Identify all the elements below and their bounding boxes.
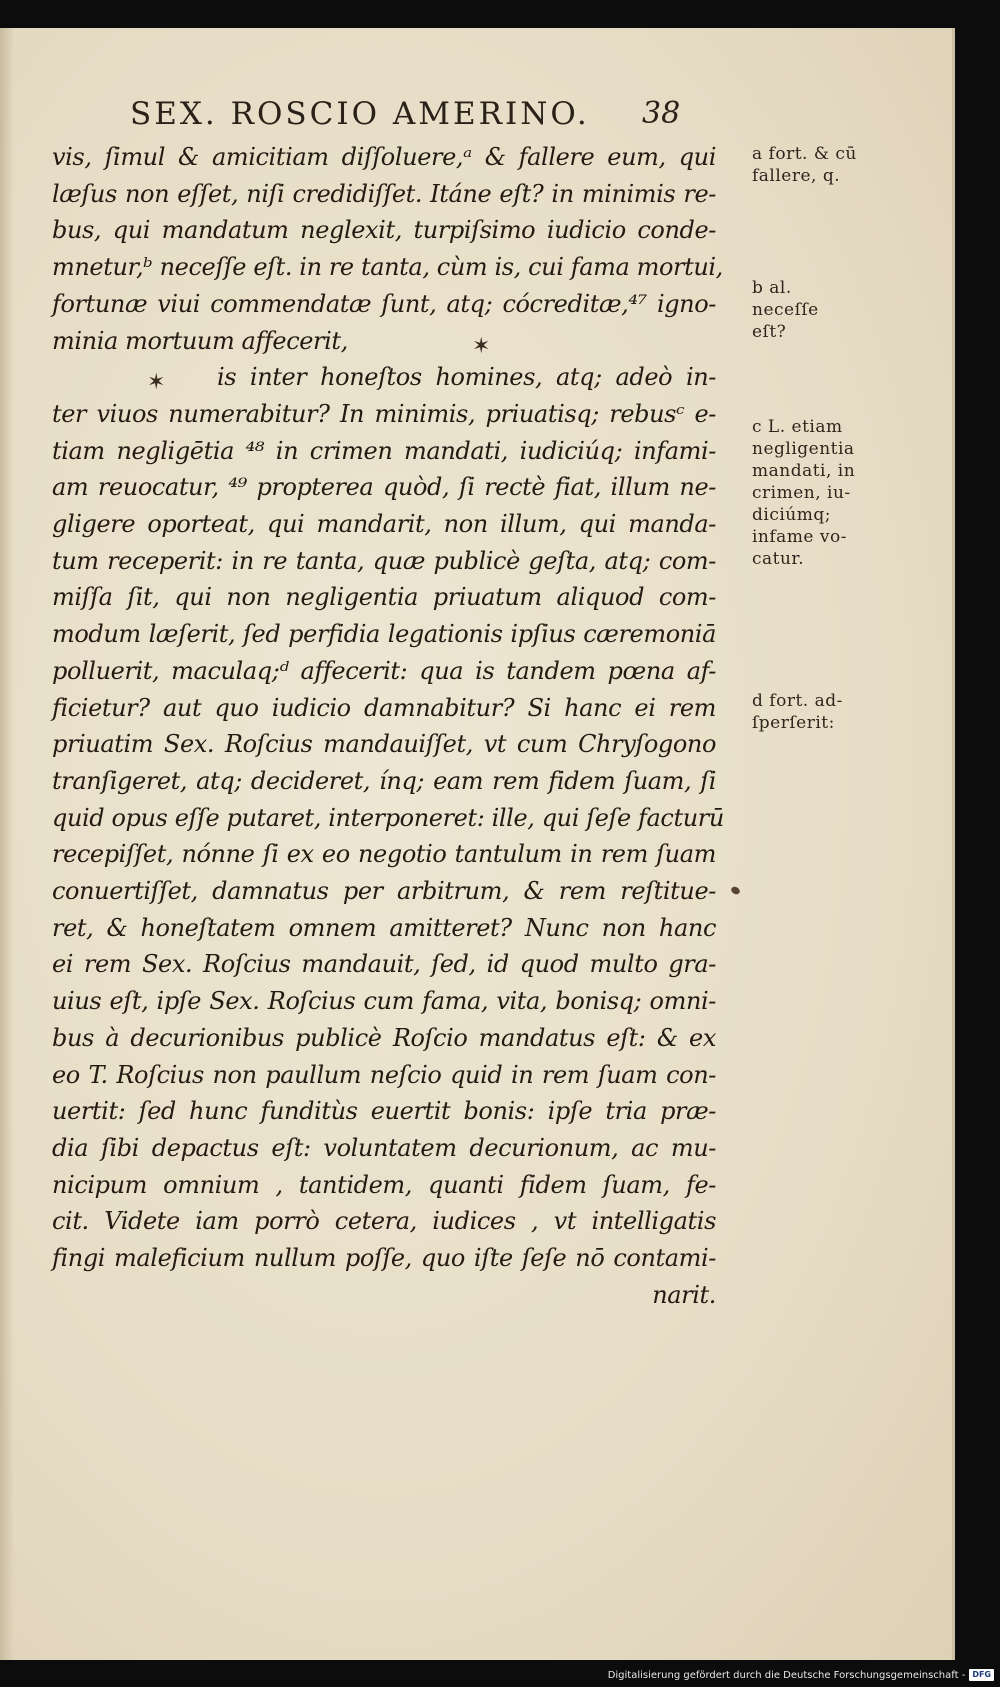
text-line: minia mortuum affecerit, <box>52 326 348 355</box>
text-line: conuertiſſet, damnatus per arbitrum, & rem reſtitue- <box>52 877 716 906</box>
text-line: tiam negligētia ⁴⁸ in crimen mandati, iudiciúq; infami- <box>52 436 716 465</box>
text-line: cit. Videte iam porrò cetera, iudices , vt intelligatis <box>52 1207 716 1236</box>
text-line: tum receperit: in re tanta, quæ publicè geſta, atq; com- <box>52 546 716 575</box>
text-line: is inter honeſtos homines, atq; adeò in- <box>217 363 716 392</box>
text-line: ret, & honeſtatem omnem amitteret? Nunc non hanc <box>52 913 716 942</box>
lacuna-asterisk: ✶ <box>472 334 491 359</box>
margin-note-a: a fort. & cū fallere, q. <box>752 144 857 186</box>
text-line: bus, qui mandatum neglexit, turpiſsimo iudicio conde- <box>52 216 716 245</box>
dfg-logo: DFG <box>969 1669 994 1681</box>
text-line: uius eſt, ipſe Sex. Roſcius cum fama, vita, bonisq; omni- <box>52 987 716 1016</box>
credit-text: Digitalisierung gefördert durch die Deutsche Forschungsgemeinschaft - <box>607 1669 966 1681</box>
text-line: dia ſibi depactus eſt: voluntatem decurionum, ac mu- <box>52 1133 716 1162</box>
text-line: gligere oporteat, qui mandarit, non illum, qui manda- <box>52 510 716 539</box>
text-line: ei rem Sex. Roſcius mandauit, ſed, id quod multo gra- <box>52 950 716 979</box>
text-line: nicipum omnium , tantidem, quanti fidem ſuam, fe- <box>52 1170 716 1199</box>
text-line: uertit: ſed hunc funditùs euertit bonis: ipſe tria præ- <box>52 1097 716 1126</box>
text-line: eo T. Roſcius non paullum neſcio quid in rem ſuam con- <box>52 1060 716 1089</box>
text-line: am reuocatur, ⁴⁹ propterea quòd, ſi rectè fiat, illum ne- <box>52 473 716 502</box>
margin-note-b: b al. neceſſe eſt? <box>752 278 819 342</box>
text-line: ficietur? aut quo iudicio damnabitur? Si hanc ei rem <box>52 693 716 722</box>
text-line: miſſa ſit, qui non negligentia priuatum aliquod com- <box>52 583 716 612</box>
digitization-credit <box>608 1669 994 1681</box>
text-line: tranſigeret, atq; decideret, ínq; eam rem fidem ſuam, ſi <box>52 766 716 795</box>
page-number: 38 <box>642 96 681 131</box>
text-line: bus à decurionibus publicè Roſcio mandatus eſt: & ex <box>52 1023 716 1052</box>
margin-note-c: c L. etiam negligentia mandati, in crimen, iu- diciúmq; infame vo- catur. <box>752 417 856 569</box>
text-line: modum læſerit, ſed perfidia legationis ipſius cæremoniā <box>52 620 716 649</box>
text-line: fortunæ viui commendatæ ſunt, atq; cócreditæ,⁴⁷ igno- <box>52 289 716 318</box>
text-line-catchword: narit. <box>652 1280 716 1309</box>
text-line: priuatim Sex. Roſcius mandauiſſet, vt cum Chryſogono <box>52 730 716 759</box>
lacuna-asterisk: ✶ <box>147 370 166 395</box>
text-line: quid opus eſſe putaret, interponeret: ille, qui ſeſe facturū <box>52 803 724 832</box>
text-line: recepiſſet, nónne ſi ex eo negotio tantulum in rem ſuam <box>52 840 716 869</box>
text-line: fingi maleficium nullum poſſe, quo iſte ſeſe nō contami- <box>52 1244 716 1273</box>
text-line: ter viuos numerabitur? In minimis, priuatisq; rebusᶜ e- <box>52 399 716 428</box>
running-head: SEX. ROSCIO AMERINO. <box>130 96 590 132</box>
text-line: læſus non eſſet, niſi credidiſſet. Itáne eſt? in minimis re- <box>52 179 716 208</box>
text-line: vis, ſimul & amicitiam diſſoluere,ᵃ & fallere eum, qui <box>52 143 716 171</box>
margin-note-d: d fort. ad- ſperſerit: <box>752 691 843 733</box>
page-gutter-shadow <box>0 28 14 1660</box>
main-text-block <box>52 139 724 1314</box>
text-line: mnetur,ᵇ neceſſe eſt. in re tanta, cùm is, cui fama mortui, <box>52 253 723 282</box>
text-line: polluerit, maculaq;ᵈ affecerit: qua is tandem pœna af- <box>52 656 716 685</box>
